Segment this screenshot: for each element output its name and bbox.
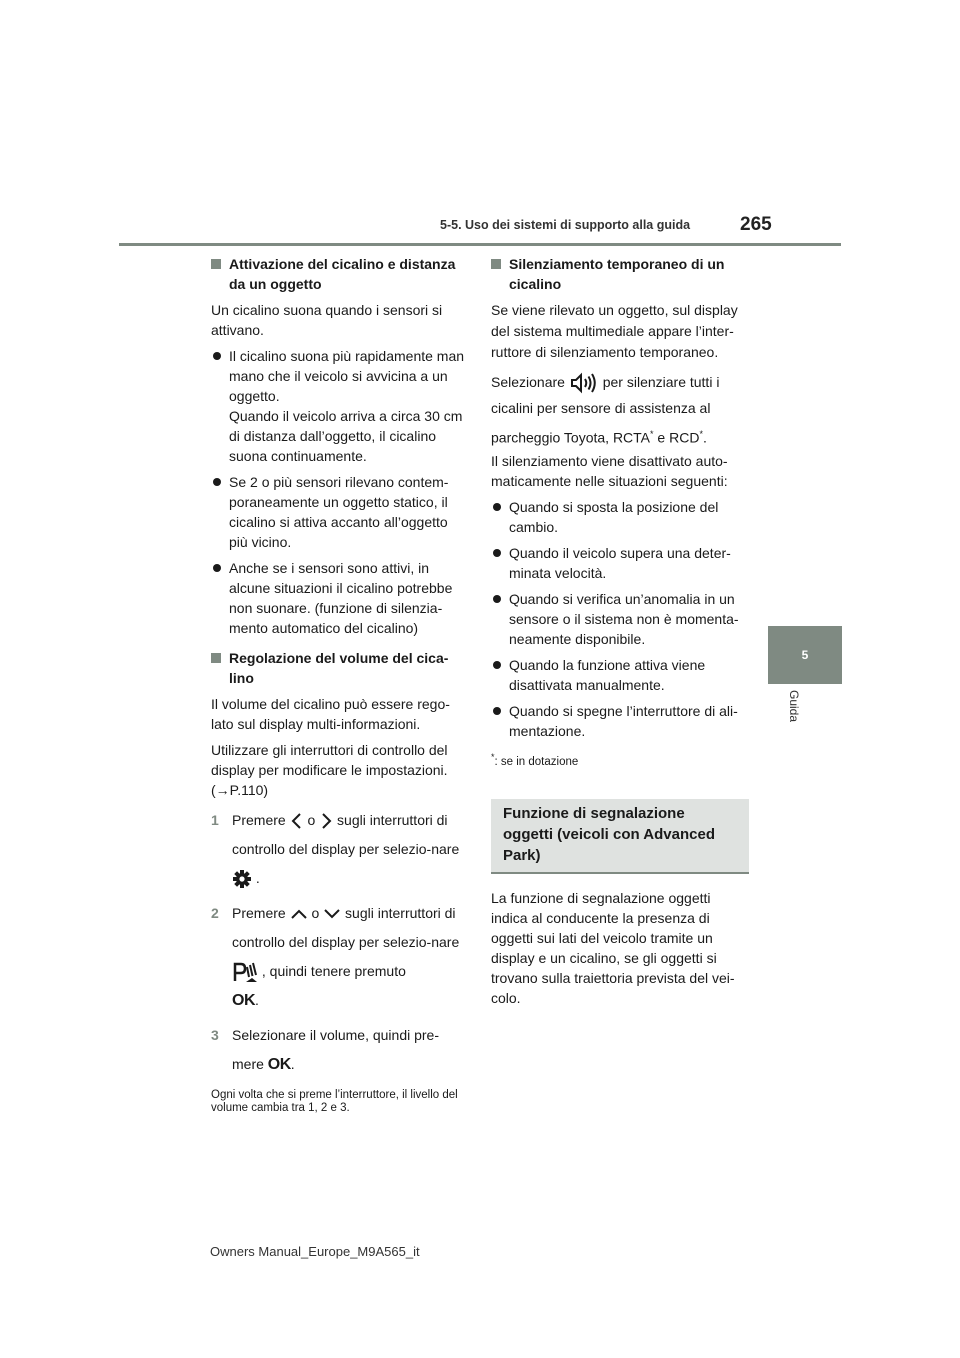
chevron-down-icon xyxy=(323,907,341,921)
bullet-dot-icon xyxy=(493,661,501,669)
list-item: Anche se i sensori sono attivi, in alcune situazioni il cicalino potrebbe non suonare. (funzione di silenzia-mento automatico del cicalino) xyxy=(211,558,467,638)
header-section-title: 5-5. Uso dei sistemi di supporto alla guida xyxy=(440,218,691,232)
list-item: Quando la funzione attiva viene disattivata manualmente. xyxy=(491,655,749,695)
step-item: 1 Premere o sugli interruttori di controllo del display per selezio-nare . xyxy=(211,806,467,893)
paragraph: Utilizzare gli interruttori di controllo del display per modificare le impostazioni. (→P.110) xyxy=(211,742,448,798)
right-column xyxy=(491,254,749,1014)
chapter-label: Guida xyxy=(787,690,801,723)
paragraph: Il volume del cicalino può essere rego-lato sul display multi-informazioni. xyxy=(211,696,450,732)
boxed-section-title: Funzione di segnalazione oggetti (veicoli con Advanced Park) xyxy=(491,799,749,874)
paragraph: La funzione di segnalazione oggetti indica al conducente la presenza di oggetti sui lati del veicolo tramite un display e un cicalino, se gli oggetti si trovano sulla traiettoria prevista del vei-colo. xyxy=(491,890,735,1007)
header-rule xyxy=(119,243,841,246)
list-item: Se 2 o più sensori rilevano contem-poraneamente un oggetto statico, il cicalino si attiva accanto all’oggetto più vicino. xyxy=(211,472,467,552)
square-bullet-icon xyxy=(491,259,501,269)
bullet-dot-icon xyxy=(213,564,221,572)
square-bullet-icon xyxy=(211,653,221,663)
left-column xyxy=(211,254,467,1127)
bullet-dot-icon xyxy=(493,707,501,715)
section-heading: Regolazione del volume del cica-lino xyxy=(211,648,467,688)
note: Ogni volta che si preme l’interruttore, il livello del volume cambia tra 1, 2 e 3. xyxy=(211,1089,458,1114)
bullet-dot-icon xyxy=(213,352,221,360)
page-number: 265 xyxy=(740,214,772,235)
step-item: 2 Premere o sugli interruttori di controllo del display per selezio-nare , quindi tenere premuto OK. xyxy=(211,905,460,1009)
chevron-right-icon xyxy=(319,812,333,830)
chapter-tab: 5 xyxy=(768,626,842,684)
list-item: Il cicalino suona più rapidamente man mano che il veicolo si avvicina a un oggetto. Quando il veicolo arriva a circa 30 cm di distanza dall’oggetto, il cicalino suona continuamente. xyxy=(211,346,467,466)
bullet-dot-icon xyxy=(493,549,501,557)
footnote: *: se in dotazione xyxy=(491,751,579,768)
ok-button-icon: OK xyxy=(267,1056,291,1073)
step-item: 3 Selezionare il volume, quindi pre-mere OK. xyxy=(211,1027,439,1073)
paragraph: Un cicalino suona quando i sensori si attivano. xyxy=(211,302,443,338)
page-reference: (→P.110) xyxy=(211,782,269,798)
bullet-dot-icon xyxy=(213,478,221,486)
paragraph: Selezionare per silenziare tutti i cicalini per sensore di assistenza al parcheggio Toyota, RCTA* e RCD*. xyxy=(491,374,720,446)
list-item: Quando si spegne l’interruttore di ali-mentazione. xyxy=(491,701,749,741)
speaker-mute-icon xyxy=(569,372,599,394)
bullet-dot-icon xyxy=(493,595,501,603)
list-item: Quando il veicolo supera una deter-minata velocità. xyxy=(491,543,749,583)
paragraph: Se viene rilevato un oggetto, sul display del sistema multimediale appare l’inter-ruttore di silenziamento temporaneo. xyxy=(491,302,738,360)
list-item: Quando si sposta la posizione del cambio. xyxy=(491,497,749,537)
parking-sensor-icon xyxy=(232,961,258,983)
chevron-up-icon xyxy=(290,907,308,921)
section-heading: Attivazione del cicalino e distanza da un oggetto xyxy=(211,254,467,294)
bullet-dot-icon xyxy=(493,503,501,511)
list-item: Quando si verifica un’anomalia in un sensore o il sistema non è momenta-neamente disponibile. xyxy=(491,589,749,649)
section-heading: Silenziamento temporaneo di un cicalino xyxy=(491,254,749,294)
paragraph: Il silenziamento viene disattivato auto-maticamente nelle situazioni seguenti: xyxy=(491,452,728,489)
footer-text: Owners Manual_Europe_M9A565_it xyxy=(210,1244,420,1259)
ok-button-icon: OK xyxy=(232,992,255,1009)
chevron-left-icon xyxy=(290,812,304,830)
gear-icon xyxy=(232,869,252,889)
square-bullet-icon xyxy=(211,259,221,269)
